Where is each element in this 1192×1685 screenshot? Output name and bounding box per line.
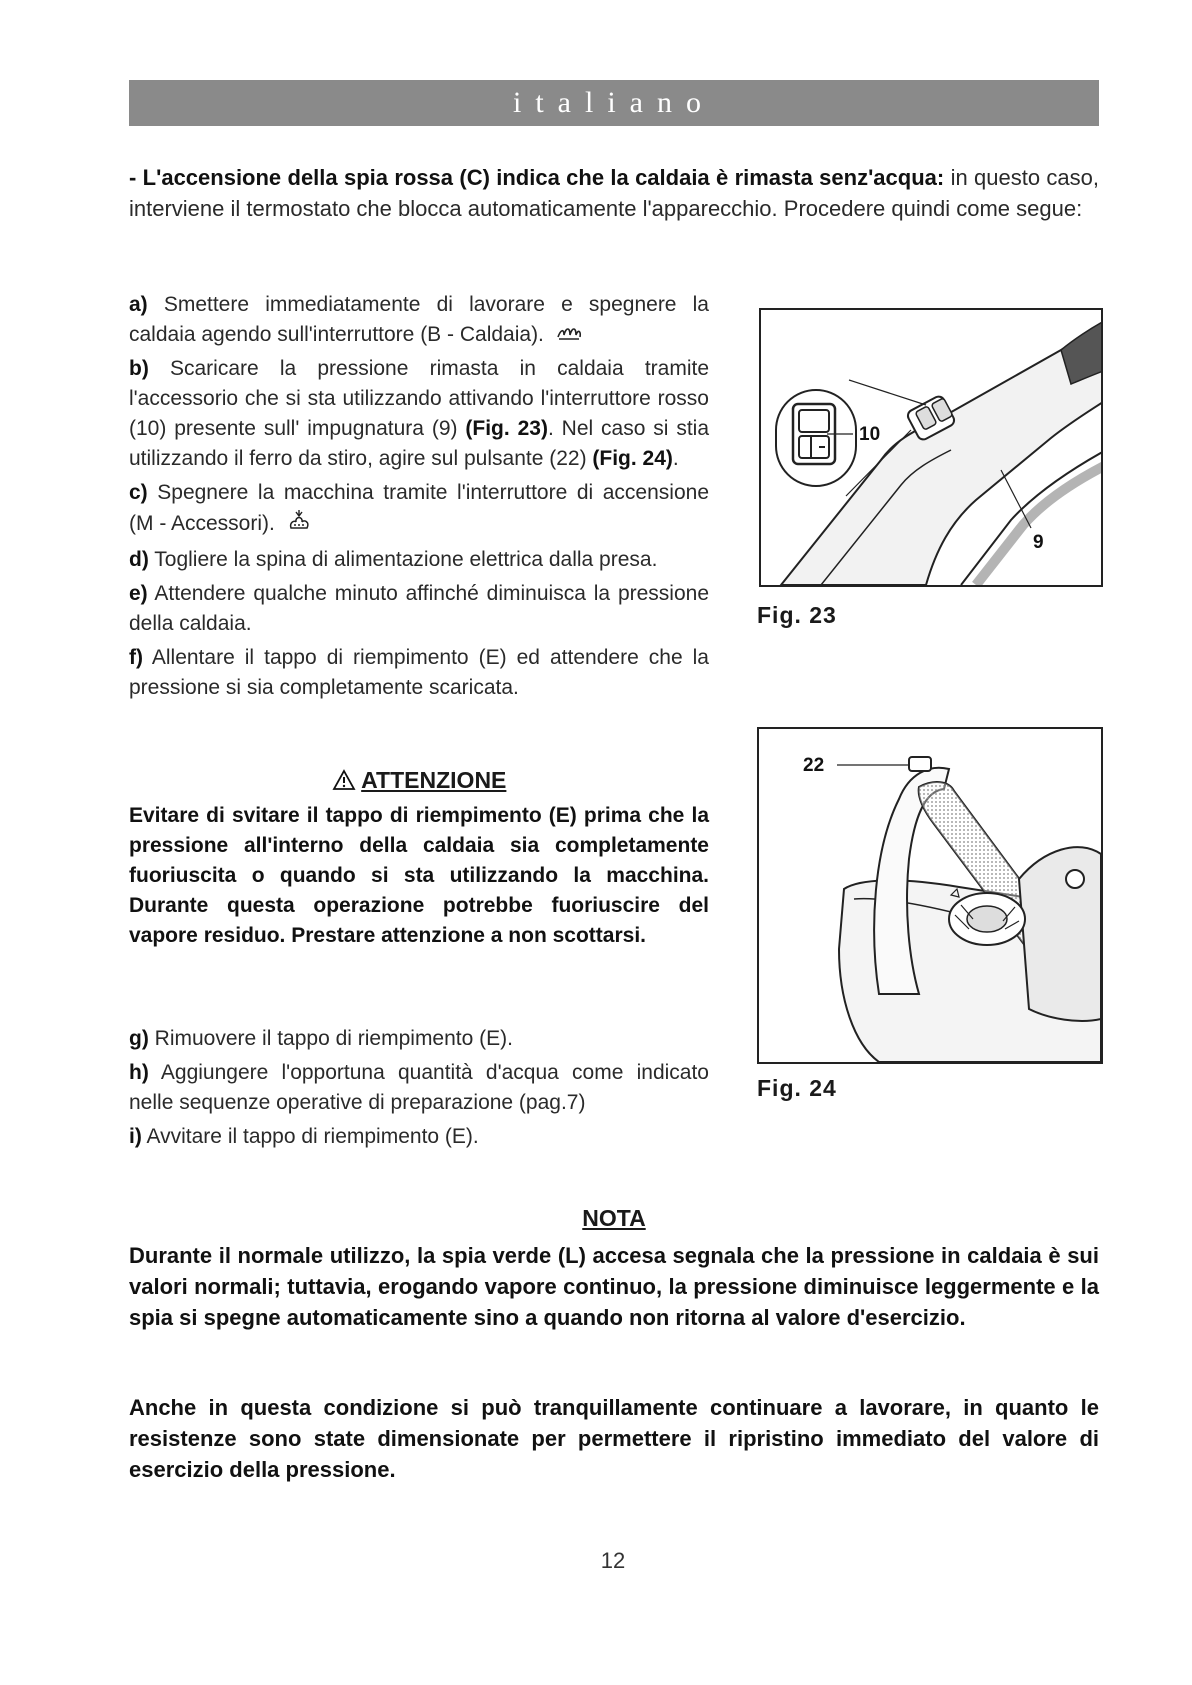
warning-block bbox=[129, 765, 709, 951]
label-10: 10 bbox=[859, 424, 881, 445]
step-g bbox=[129, 1024, 709, 1054]
step-b-text3: . bbox=[672, 447, 679, 471]
step-a-text: Smettere immediatamente di lavorare e spegnere la caldaia agendo sull'interruttore (B - Caldaia). bbox=[129, 293, 709, 346]
step-h-text: Aggiungere l'opportuna quantità d'acqua come indicato nelle sequenze operative di preparazione (pag.7) bbox=[129, 1061, 709, 1114]
warning-heading bbox=[129, 765, 709, 795]
nota-title: NOTA bbox=[582, 1205, 646, 1231]
step-e-key: e) bbox=[129, 582, 148, 606]
label-9: 9 bbox=[1033, 532, 1044, 553]
fig24-ref: (Fig. 24) bbox=[592, 447, 673, 471]
fig23-ref: (Fig. 23) bbox=[465, 417, 548, 441]
step-b-key: b) bbox=[129, 357, 149, 381]
intro-paragraph bbox=[129, 162, 1099, 224]
step-d bbox=[129, 545, 709, 575]
step-b-text2: . Nel caso si stia utilizzando il ferro da stiro, agire sul pulsante (22) bbox=[129, 417, 709, 471]
nota-paragraph-2: Anche in questa condizione si può tranquillamente continuare a lavorare, in quanto le resistenze sono state dimensionate per permettere il ripristino immediato del valore di esercizio della pressione. bbox=[129, 1395, 1099, 1482]
step-b-text1: Scaricare la pressione rimasta in caldaia tramite l'accessorio che si sta utilizzando attivando l'interruttore rosso (10) presente sull' impugnatura (9) bbox=[129, 357, 709, 441]
language-header bbox=[129, 80, 1099, 126]
steps-list-1 bbox=[129, 290, 709, 707]
iron-illustration bbox=[759, 729, 1101, 1062]
step-f bbox=[129, 643, 709, 703]
label-22: 22 bbox=[803, 755, 825, 776]
handle-illustration bbox=[761, 310, 1101, 585]
step-a-key: a) bbox=[129, 293, 148, 316]
figure-23-caption: Fig. 23 bbox=[757, 602, 837, 628]
steps-list-2 bbox=[129, 1024, 709, 1156]
step-f-text: Allentare il tappo di riempimento (E) ed attendere che la pressione si sia completamente scaricata. bbox=[129, 646, 709, 700]
boiler-icon bbox=[556, 320, 582, 350]
figure-24-caption: Fig. 24 bbox=[757, 1075, 837, 1101]
step-a bbox=[129, 290, 709, 350]
nota-paragraph-1: Durante il normale utilizzo, la spia verde (L) accesa segnala che la pressione in caldaia è sui valori normali; tuttavia, erogando vapore continuo, la pressione diminuisce leggermente e la spia si spegne automaticamente sino a quando non ritorna al valore d'esercizio. bbox=[129, 1243, 1099, 1330]
warning-text: Evitare di svitare il tappo di riempimento (E) prima che la pressione all'interno della caldaia sia completamente fuoriuscita o quando si sta utilizzando la macchina. Durante questa operazione potrebbe fuoriuscire del vapore residuo. Prestare attenzione a non scottarsi. bbox=[129, 804, 709, 947]
step-f-key: f) bbox=[129, 646, 143, 670]
step-g-text: Rimuovere il tappo di riempimento (E). bbox=[148, 1027, 513, 1050]
step-c bbox=[129, 478, 709, 541]
step-h-key: h) bbox=[129, 1061, 149, 1084]
warning-title: ATTENZIONE bbox=[361, 767, 507, 793]
intro-lead: - L'accensione della spia rossa (C) indica che la caldaia è rimasta senz'acqua: bbox=[129, 165, 945, 190]
figure-23 bbox=[759, 308, 1103, 587]
warning-triangle-icon bbox=[332, 767, 362, 793]
step-i bbox=[129, 1122, 709, 1152]
step-h bbox=[129, 1058, 709, 1118]
step-g-key: g) bbox=[129, 1027, 149, 1050]
figure-24 bbox=[757, 727, 1103, 1064]
page-number: 12 bbox=[600, 1548, 626, 1573]
step-d-key: d) bbox=[129, 548, 149, 572]
step-c-text: Spegnere la macchina tramite l'interruttore di accensione (M - Accessori). bbox=[129, 481, 709, 536]
step-e bbox=[129, 579, 709, 639]
accessories-icon bbox=[287, 508, 311, 541]
intro-rest: in questo caso, interviene il termostato che blocca automaticamente l'apparecchio. Procedere quindi come segue: bbox=[129, 165, 1099, 221]
step-i-text: Avvitare il tappo di riempimento (E). bbox=[141, 1125, 479, 1148]
step-e-text: Attendere qualche minuto affinché diminuisca la pressione della caldaia. bbox=[129, 582, 709, 636]
step-c-key: c) bbox=[129, 481, 148, 505]
language-title: italiano bbox=[513, 86, 715, 119]
step-d-text: Togliere la spina di alimentazione elettrica dalla presa. bbox=[148, 548, 658, 572]
step-b bbox=[129, 354, 709, 474]
step-i-key: i) bbox=[129, 1125, 142, 1148]
